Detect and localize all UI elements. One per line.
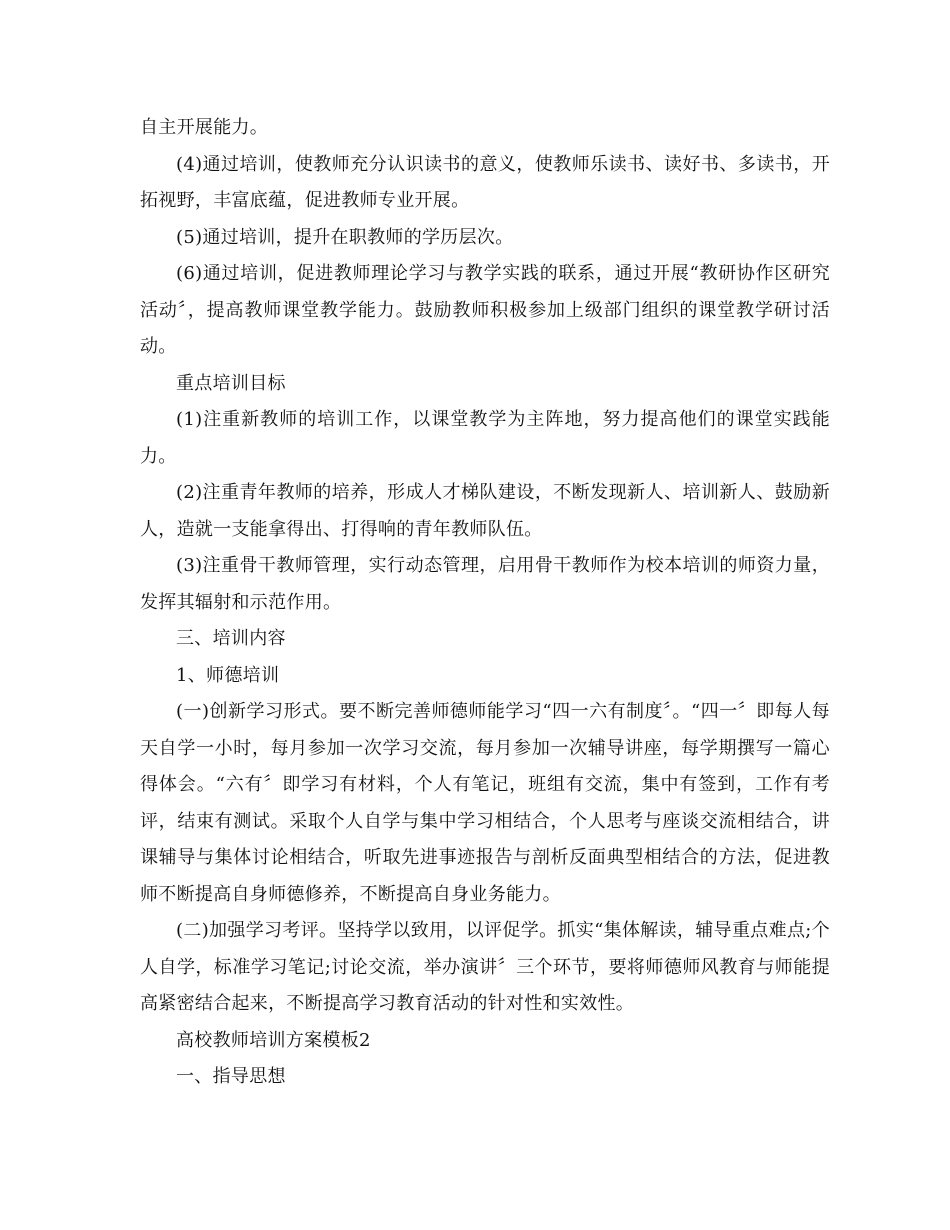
paragraph: (6)通过培训，促进教师理论学习与教学实践的联系，通过开展“教研协作区研究活动〞，提高教师课堂教学能力。鼓励教师积极参加上级部门组织的课堂教学研讨活动。: [140, 263, 830, 357]
paragraph: (4)通过培训，使教师充分认识读书的意义，使教师乐读书、读好书、多读书，开拓视野，丰富底蕴，促进教师专业开展。: [140, 153, 830, 211]
section-heading: 1、师德培训: [176, 664, 280, 686]
document-page: [140, 110, 830, 1096]
section-heading: 三、培训内容: [176, 628, 286, 649]
paragraph: (1)注重新教师的培训工作，以课堂教学为主阵地，努力提高他们的课堂实践能力。: [140, 409, 830, 467]
paragraph: 自主开展能力。: [140, 117, 269, 138]
paragraph: (5)通过培训，提升在职教师的学历层次。: [176, 226, 514, 248]
paragraph: (一)创新学习形式。要不断完善师德师能学习“四一六有制度〞。“四一〞即每人每天自学一小时，每月参加一次学习交流，每月参加一次辅导讲座，每学期撰写一篇心得体会。“六有〞即学习有材料，个人有笔记，班组有交流，集中有签到，工作有考评，结束有测试。采取个人自学与集中学习相结合，个人思考与座谈交流相结合，讲课辅导与集体讨论相结合，听取先进事迹报告与剖析反面典型相结合的方法，促进教师不断提高自身师德修养，不断提高自身业务能力。: [140, 701, 830, 905]
paragraph: (二)加强学习考评。坚持学以致用，以评促学。抓实“集体解读，辅导重点难点;个人自学，标准学习笔记;讨论交流，举办演讲〞三个环节，要将师德师风教育与师能提高紧密结合起来，不断提高学习教育活动的针对性和实效性。: [140, 920, 830, 1014]
section-heading: 一、指导思想: [176, 1066, 286, 1087]
paragraph: (2)注重青年教师的培养，形成人才梯队建设，不断发现新人、培训新人、鼓励新人，造就一支能拿得出、打得响的青年教师队伍。: [140, 482, 830, 540]
paragraph: (3)注重骨干教师管理，实行动态管理，启用骨干教师作为校本培训的师资力量，发挥其辐射和示范作用。: [140, 555, 830, 613]
section-heading: 重点培训目标: [176, 372, 286, 394]
document-title: 高校教师培训方案模板2: [176, 1029, 371, 1051]
